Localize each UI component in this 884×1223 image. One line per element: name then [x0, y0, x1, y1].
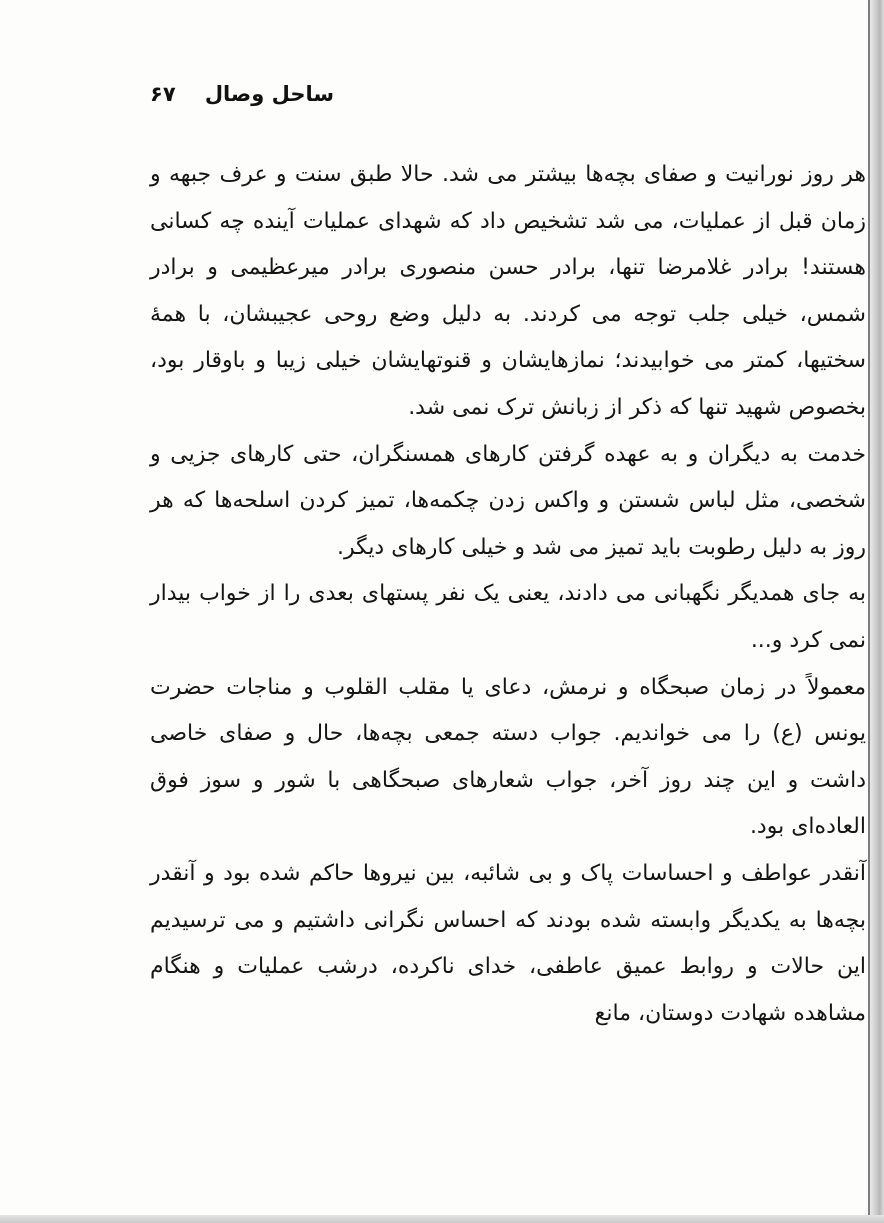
paragraph: معمولاً در زمان صبحگاه و نرمش، دعای یا مقلب القلوب و مناجات حضرت یونس (ع) را می خواندیم. جواب دسته جمعی بچه‌ها، حال و صفای خاصی داشت و این چند روز آخر، جواب شعارهای صبحگاهی با شور و سوز فوق العاده‌ای بود.	[150, 674, 866, 840]
paragraph: به جای همدیگر نگهبانی می دادند، یعنی یک نفر پستهای بعدی را از خواب بیدار نمی کرد و...	[150, 581, 866, 653]
paragraph: هر روز نورانیت و صفای بچه‌ها بیشتر می شد. حالا طبق سنت و عرف جبهه و زمان قبل از عملیات، می شد تشخیص داد که شهدای عملیات آینده چه کسانی هستند! برادر غلامرضا تنها، برادر حسن منصوری برادر میرعظیمی و برادر شمس، خیلی جلب توجه می کردند. به دلیل وضع روحی عجیبشان، با همهٔ سختیها، کمتر می خوابیدند؛ نمازهایشان و قنوتهایشان خیلی زیبا و باوقار بود، بخصوص شهید تنها که ذکر از زبانش ترک نمی شد.	[150, 162, 866, 420]
paragraph: آنقدر عواطف و احساسات پاک و بی شائبه، بین نیروها حاکم شده بود و آنقدر بچه‌ها به یکدیگر وابسته شده بودند که احساس نگرانی داشتیم و می ترسیدیم این حالات و روابط عمیق عاطفی، خدای ناکرده، درشب عملیات و هنگام مشاهده شهادت دوستان، مانع	[150, 860, 866, 1026]
body-text	[150, 152, 866, 1037]
running-title: ساحل وصال	[204, 82, 334, 106]
page-edge	[870, 0, 884, 1223]
page-bottom-edge	[0, 1215, 884, 1223]
page-number: ۶۷	[150, 82, 176, 106]
paragraph: خدمت به دیگران و به عهده گرفتن کارهای همسنگران، حتی کارهای جزیی و شخصی، مثل لباس شستن و واکس زدن چکمه‌ها، تمیز کردن اسلحه‌ها که هر روز به دلیل رطوبت باید تمیز می شد و خیلی کارهای دیگر.	[150, 441, 866, 560]
page-header	[150, 74, 334, 114]
